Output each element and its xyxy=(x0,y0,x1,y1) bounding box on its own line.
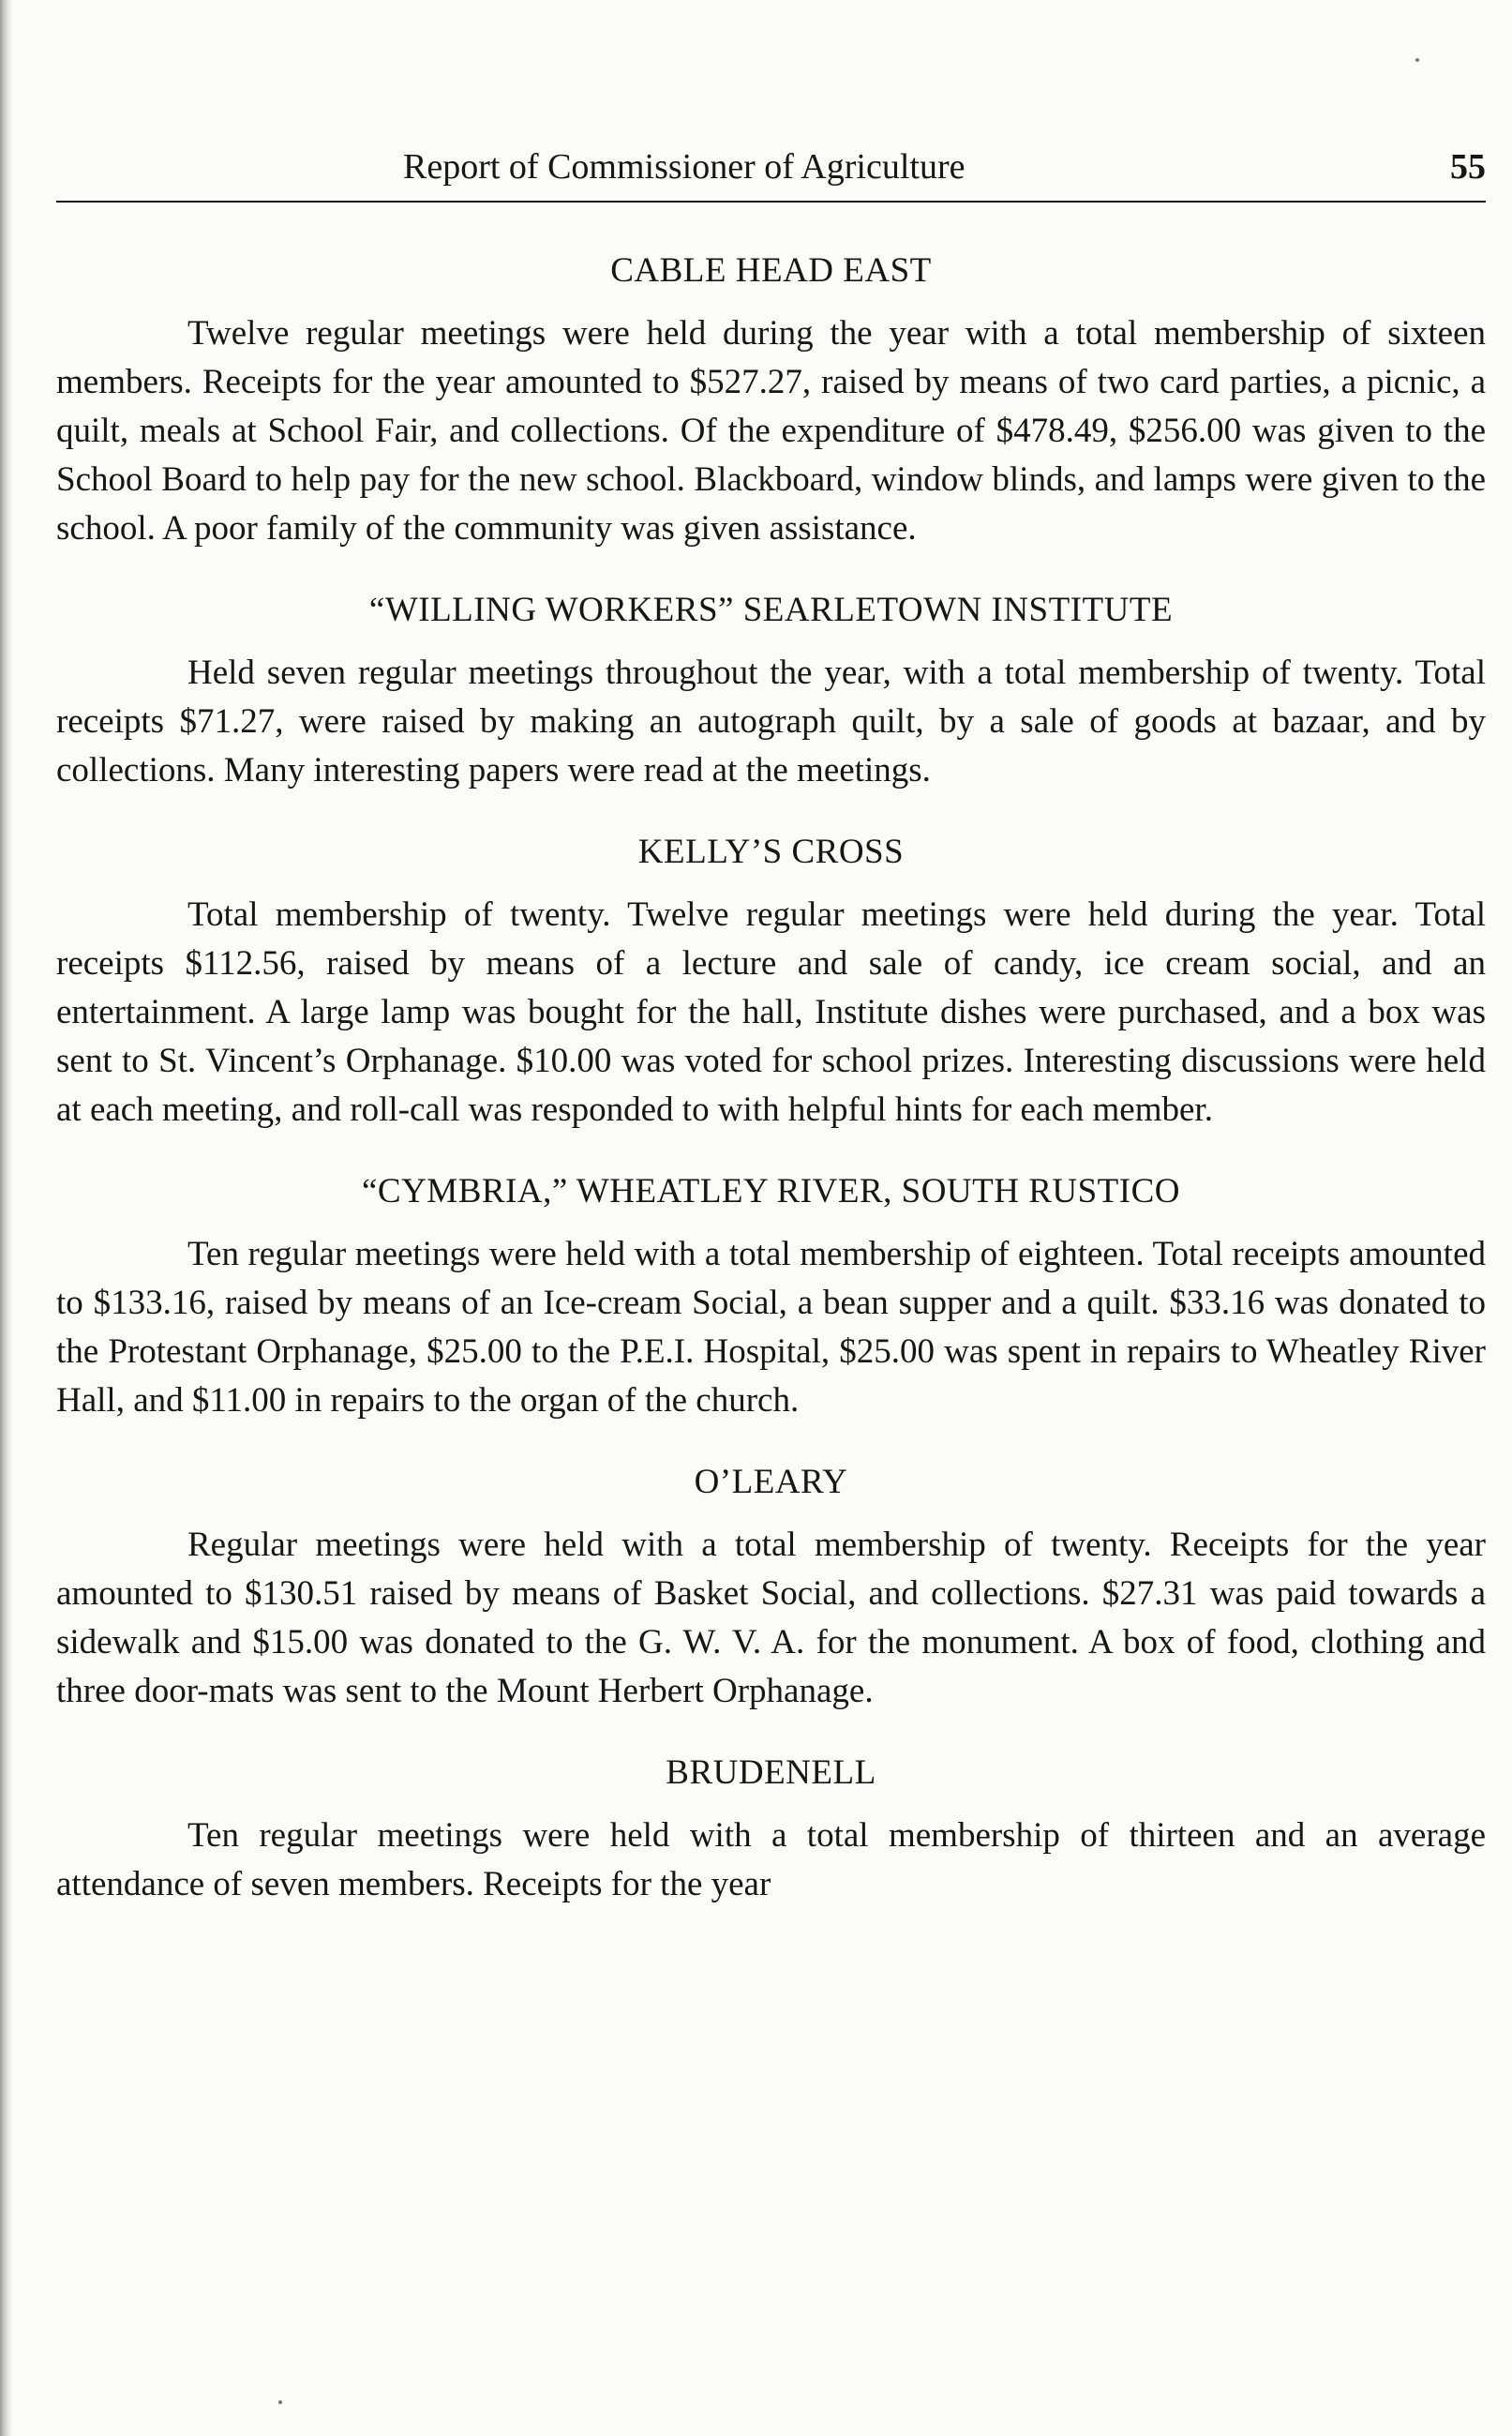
section-heading: O’LEARY xyxy=(694,1463,848,1501)
section-oleary xyxy=(56,1457,1486,1716)
section-heading: “CYMBRIA,” WHEATLEY RIVER, SOUTH RUSTICO xyxy=(361,1172,1181,1210)
section-paragraph: Held seven regular meetings throughout the year, with a total membership of twenty. Total receipts $71.27, were raised by making an autograph quilt, by a sale of goods at bazaar, and by collections. Many interesting papers were read at the meetings. xyxy=(56,654,1486,789)
section-cymbria-wheatley-river xyxy=(56,1166,1486,1425)
section-paragraph: Twelve regular meetings were held during the year with a total membership of sixteen members. Receipts for the year amounted to $527.27, raised by means of two card parties, a picnic, a quilt, meals at School Fair, and collections. Of the expenditure of $478.49, $256.00 was given to the School Board to help pay for the new school. Blackboard, window blinds, and lamps were given to the school. A poor family of the community was given assistance. xyxy=(56,314,1486,548)
section-willing-workers-searletown xyxy=(56,585,1486,795)
section-heading: BRUDENELL xyxy=(666,1753,876,1792)
section-heading: “WILLING WORKERS” SEARLETOWN INSTITUTE xyxy=(368,591,1174,629)
section-cable-head-east xyxy=(56,246,1486,553)
running-title: Report of Commissioner of Agriculture xyxy=(403,147,966,187)
section-heading: CABLE HEAD EAST xyxy=(610,251,932,290)
section-heading: KELLY’S CROSS xyxy=(637,833,905,871)
section-paragraph: Ten regular meetings were held with a total membership of eighteen. Total receipts amounted to $133.16, raised by means of an Ice-cream Social, a bean supper and a quilt. $33.16 was donated to the Protestant Orphanage, $25.00 to the P.E.I. Hospital, $25.00 was spent in repairs to Wheatley River Hall, and $11.00 in repairs to the organ of the church. xyxy=(56,1235,1486,1420)
ink-speck xyxy=(278,2400,282,2404)
section-paragraph: Total membership of twenty. Twelve regular meetings were held during the year. Total receipts $112.56, raised by means of a lecture and sale of candy, ice cream social, and an entertainment. A large lamp was bought for the hall, Institute dishes were purchased, and a box was sent to St. Vincent’s Orphanage. $10.00 was voted for school prizes. Interesting discussions were held at each meeting, and roll-call was responded to with helpful hints for each member. xyxy=(56,895,1486,1129)
ink-speck xyxy=(1415,58,1419,62)
page-number: 55 xyxy=(1450,147,1486,187)
report-body xyxy=(56,246,1486,1941)
running-head xyxy=(56,141,1486,203)
section-paragraph: Regular meetings were held with a total membership of twenty. Receipts for the year amounted to $130.51 raised by means of Basket Social, and collections. $27.31 was paid towards a sidewalk and $15.00 was donated to the G. W. V. A. for the monument. A box of food, clothing and three door-mats was sent to the Mount Herbert Orphanage. xyxy=(56,1526,1486,1710)
header-rule xyxy=(56,201,1486,203)
section-paragraph: Ten regular meetings were held with a total membership of thirteen and an average attendance of seven members. Receipts for the year xyxy=(56,1816,1486,1903)
section-kellys-cross xyxy=(56,827,1486,1135)
section-brudenell xyxy=(56,1748,1486,1909)
page-edge-shadow xyxy=(0,0,13,2436)
